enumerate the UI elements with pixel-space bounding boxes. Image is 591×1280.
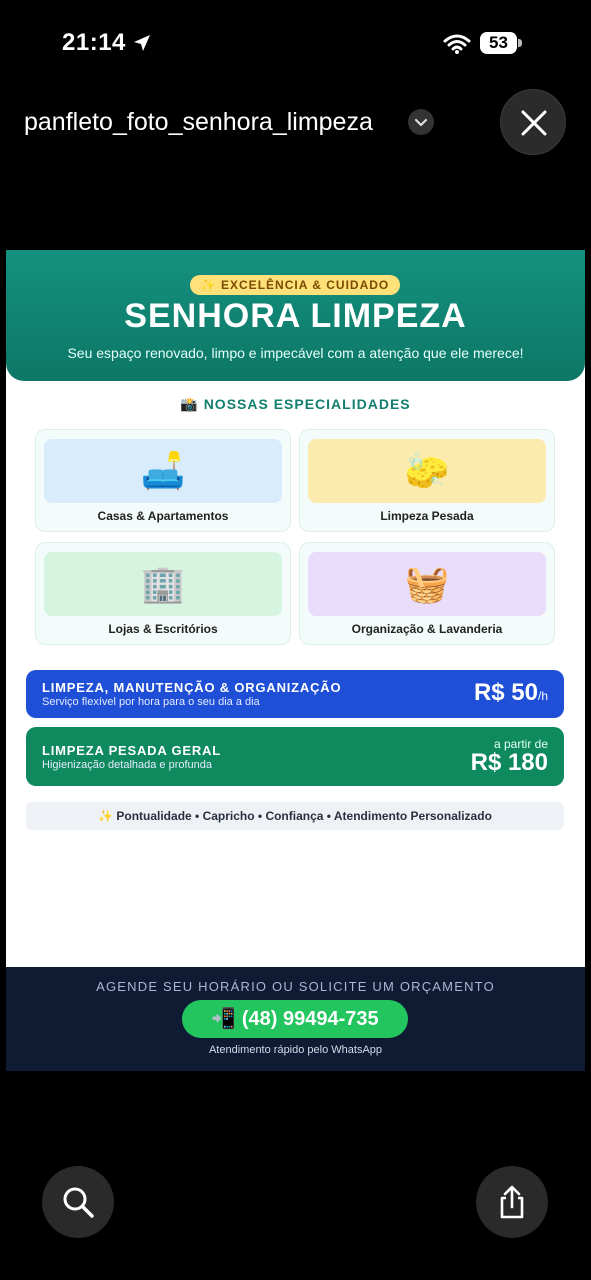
wifi-icon — [443, 33, 471, 55]
values-bar: ✨ Pontualidade • Capricho • Confiança • Atendimento Personalizado — [26, 802, 564, 830]
close-button[interactable] — [500, 89, 566, 155]
flyer-header — [6, 250, 585, 381]
price-heavy — [26, 727, 564, 786]
share-button[interactable] — [476, 1166, 548, 1238]
search-icon — [60, 1184, 96, 1220]
excellence-badge: ✨ EXCELÊNCIA & CUIDADO — [190, 275, 400, 295]
card-label: Limpeza Pesada — [380, 509, 474, 523]
price-unit: /h — [537, 689, 548, 703]
card-illustration — [44, 439, 282, 503]
specialty-card — [299, 542, 555, 645]
specialty-card — [35, 429, 291, 532]
card-illustration — [44, 552, 282, 616]
price-value: R$ 180 — [470, 749, 548, 776]
battery-indicator — [480, 32, 522, 54]
share-icon — [494, 1184, 530, 1220]
flyer-title: SENHORA LIMPEZA — [124, 297, 467, 335]
location-arrow-icon — [132, 33, 152, 53]
flyer-image — [6, 250, 585, 1071]
file-name[interactable]: panfleto_foto_senhora_limpeza — [24, 108, 373, 136]
card-label: Casas & Apartamentos — [97, 509, 229, 523]
battery-level: 53 — [489, 33, 508, 52]
cta-subtitle: Atendimento rápido pelo WhatsApp — [208, 1044, 383, 1056]
clock: 21:14 — [62, 29, 126, 56]
card-illustration — [308, 552, 546, 616]
status-bar — [0, 0, 591, 88]
price-title: LIMPEZA, MANUTENÇÃO & ORGANIZAÇÃO — [42, 680, 342, 695]
specialty-card — [35, 542, 291, 645]
chevron-down-icon — [408, 109, 434, 135]
price-title: LIMPEZA PESADA GERAL — [42, 743, 221, 758]
specialty-card — [299, 429, 555, 532]
price-value: R$ 50/h — [473, 679, 548, 706]
card-illustration — [308, 439, 546, 503]
filename-menu-button[interactable] — [408, 109, 434, 135]
cta-title: AGENDE SEU HORÁRIO OU SOLICITE UM ORÇAMENTO — [96, 979, 495, 994]
specialties-title: 📸 NOSSAS ESPECIALIDADES — [180, 396, 411, 412]
office-building-icon: 🏢 — [140, 563, 186, 604]
card-label: Organização & Lavanderia — [351, 622, 503, 636]
sofa-icon: 🛋️ — [140, 450, 186, 491]
price-subtitle: Higienização detalhada e profunda — [42, 759, 213, 771]
price-subtitle: Serviço flexível por hora para o seu dia a dia — [42, 696, 260, 708]
sponge-icon: 🧽 — [404, 450, 450, 491]
card-label: Lojas & Escritórios — [108, 622, 218, 636]
cta-footer — [6, 967, 585, 1071]
whatsapp-phone-button: 📲 (48) 99494-735 — [182, 1000, 408, 1038]
price-prefix: a partir de — [493, 737, 548, 751]
flyer-subtitle: Seu espaço renovado, limpo e impecável com a atenção que ele merece! — [67, 345, 524, 361]
search-button[interactable] — [42, 1166, 114, 1238]
close-icon — [519, 108, 549, 138]
basket-icon: 🧺 — [404, 563, 450, 604]
price-hourly — [26, 670, 564, 718]
